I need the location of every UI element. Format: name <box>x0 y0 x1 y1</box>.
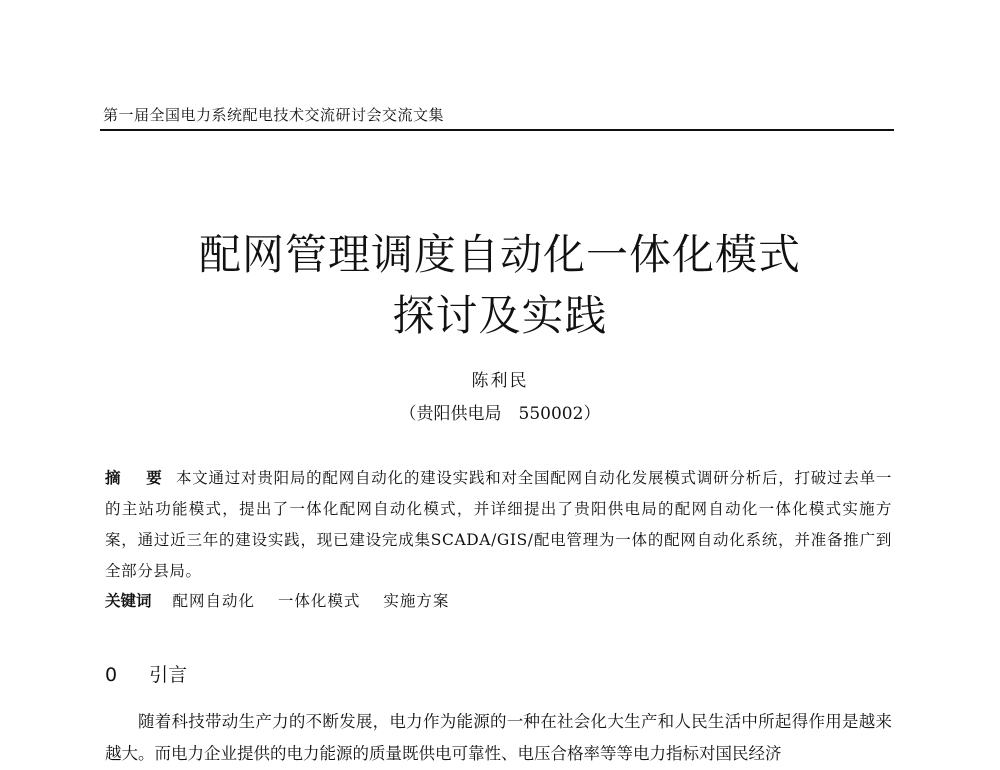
running-header: 第一届全国电力系统配电技术交流研讨会交流文集 <box>103 106 445 124</box>
section-heading <box>105 660 187 687</box>
header-rule <box>100 129 894 131</box>
body-paragraph: 随着科技带动生产力的不断发展，电力作为能源的一种在社会化大生产和人民生活中所起得作用是越来越大。而电力企业提供的电力能源的质量既供电可靠性、电压合格率等等电力指标对国民经济 <box>105 712 892 763</box>
paper-title-line-1: 配网管理调度自动化一体化模式 <box>198 230 801 279</box>
keywords-label: 关键词 <box>105 591 152 610</box>
keywords <box>105 589 467 611</box>
author-name: 陈利民 <box>471 371 529 391</box>
keyword: 实施方案 <box>383 592 450 610</box>
abstract-text: 本文通过对贵阳局的配网自动化的建设实践和对全国配网自动化发展模式调研分析后，打破过去单一的主站功能模式，提出了一体化配网自动化模式，并详细提出了贵阳供电局的配网自动化一体化模式实施方案，通过近三年的建设实践，现已建设完成集SCADA/GIS/配电管理为一体的配网自动化系统，并准备推广到全部分县局。 <box>105 469 892 580</box>
keyword: 一体化模式 <box>277 592 361 610</box>
paper-title-line-2: 探讨及实践 <box>392 291 608 340</box>
section-title: 引言 <box>149 664 188 686</box>
author-affiliation: （贵阳供电局 550002） <box>399 404 601 424</box>
section-number: 0 <box>105 664 118 686</box>
abstract-label: 摘 要 <box>105 468 172 487</box>
abstract <box>105 462 892 587</box>
keyword: 配网自动化 <box>172 592 255 610</box>
